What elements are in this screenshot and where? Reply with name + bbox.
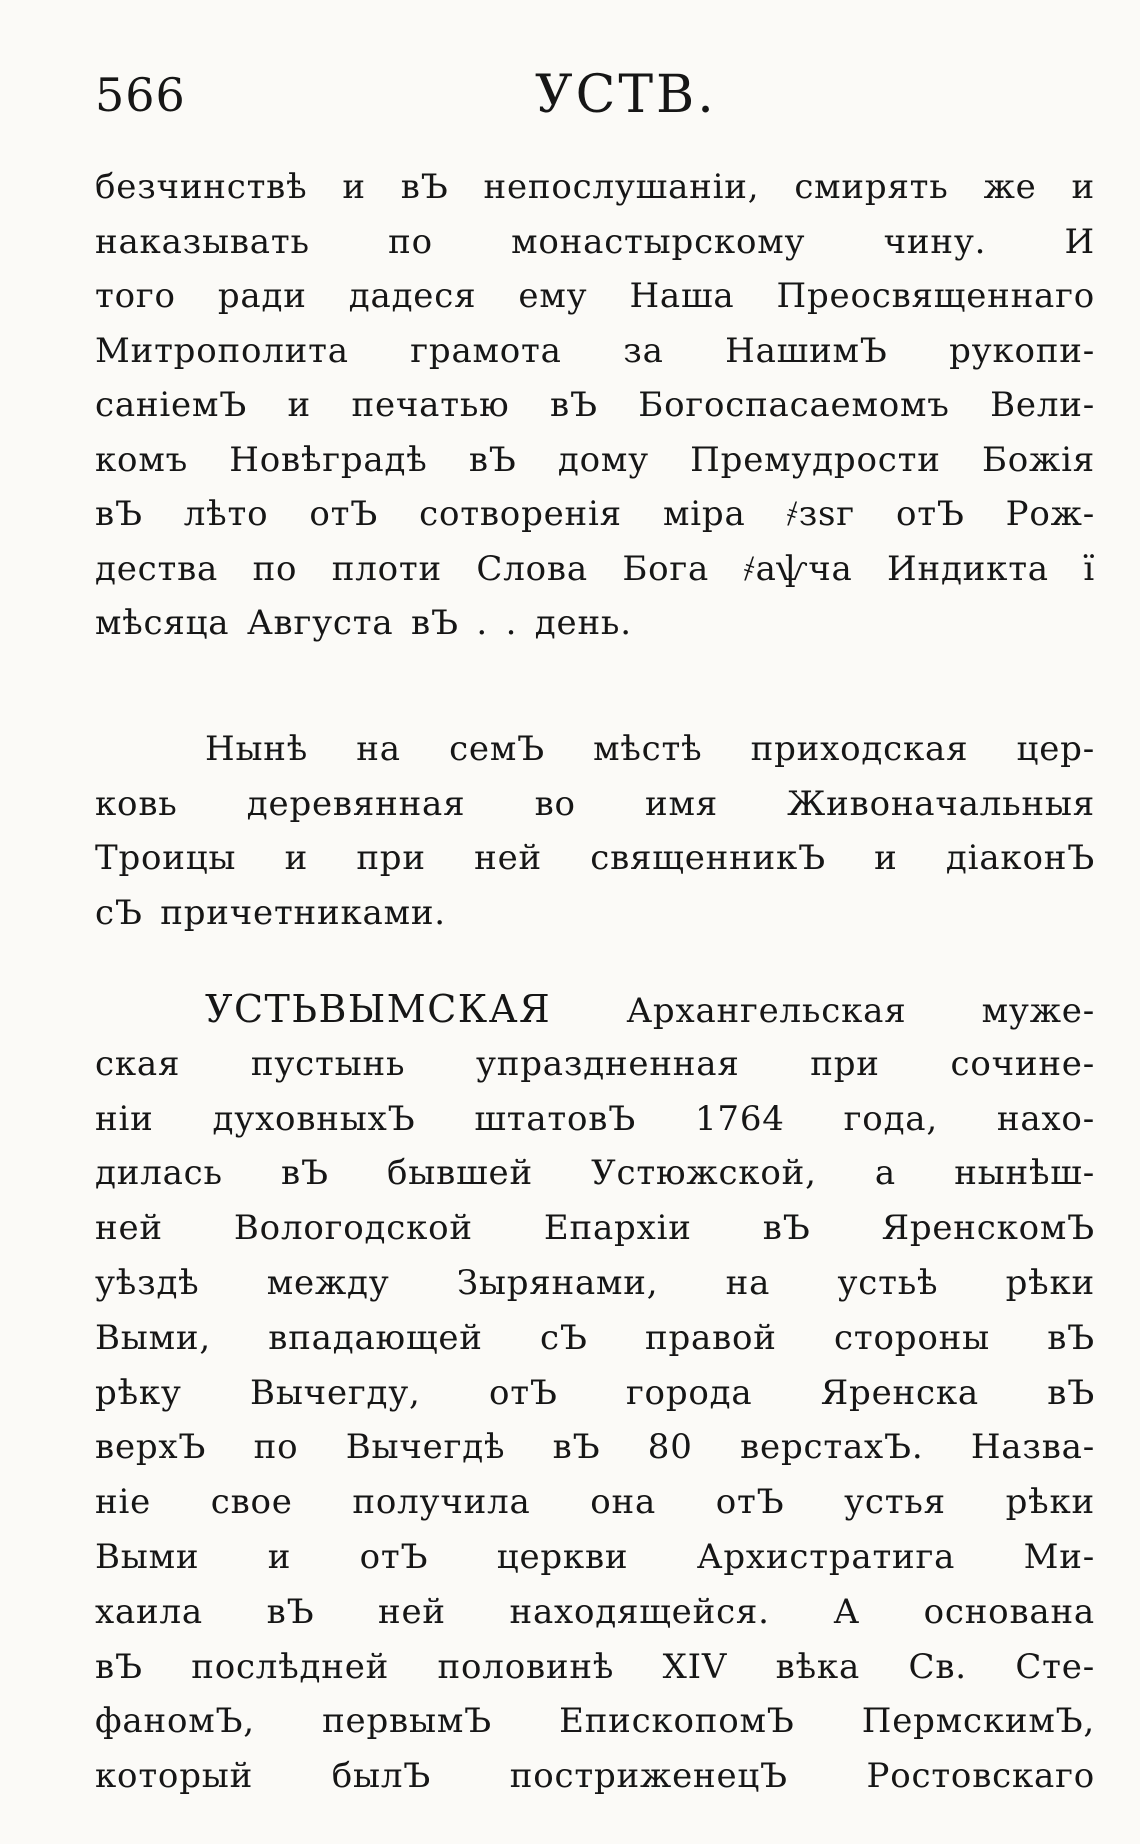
text-line: фаномЪ, первымЪ ЕпископомЪ ПермскимЪ, [95, 1701, 1095, 1742]
entry-first-line-rest: Архангельская муже- [626, 991, 1095, 1031]
text-line: вЪ послѣдней половинѣ XIV вѣка Св. Сте- [95, 1646, 1095, 1687]
page-header [95, 55, 1095, 135]
running-head: УСТВ. [535, 65, 717, 125]
text-line: мѣсяца Августа вЪ . . день. [95, 603, 632, 643]
text-line: безчинствѣ и вЪ непослушаніи, смирять же и [95, 167, 1095, 207]
text-line: ніи духовныхЪ штатовЪ 1764 года, нахо- [95, 1098, 1095, 1139]
text-line: вЪ лѣто отЪ сотворенія міра ҂зѕг отЪ Рож- [95, 494, 1095, 534]
text-line: рѣку Вычегду, отЪ города Яренска вЪ [95, 1372, 1095, 1413]
text-line: уѣздѣ между Зырянами, на устьѣ рѣки [95, 1262, 1095, 1303]
text-line: Выми, впадающей сЪ правой стороны вЪ [95, 1317, 1095, 1358]
text-line: ковь деревянная во имя Живоначальныя [95, 783, 1095, 824]
text-line: сЪ причетниками. [95, 892, 446, 933]
text-line: ская пустынь упраздненная при сочине- [95, 1043, 1095, 1084]
page-number: 566 [95, 68, 186, 122]
paragraph-3-entry [95, 982, 1095, 1804]
text-line: дества по плоти Слова Бога ҂аѱча Индикта ї [95, 548, 1095, 589]
text-line: верхЪ по Вычегдѣ вЪ 80 верстахЪ. Назва- [95, 1427, 1095, 1468]
text-line: Митрополита грамота за НашимЪ рукопи- [95, 330, 1095, 371]
text-line: дилась вЪ бывшей Устюжской, а нынѣш- [95, 1153, 1095, 1194]
text-line: Троицы и при ней священникЪ и діаконЪ [95, 838, 1095, 878]
entry-headword: УСТЬВЫМСКАЯ [205, 987, 552, 1031]
entry-first-line [95, 982, 1095, 1037]
text-line: комъ Новѣградѣ вЪ дому Премудрости Божія [95, 439, 1095, 480]
text-line: того ради дадеся ему Наша Преосвященнаго [95, 276, 1095, 316]
text-line: ніе свое получила она отЪ устья рѣки [95, 1482, 1095, 1523]
text-line: саніемЪ и печатью вЪ Богоспасаемомъ Вели- [95, 385, 1095, 425]
text-line: хаила вЪ ней находящейся. А основана [95, 1591, 1095, 1632]
text-line: наказывать по монастырскому чину. И [95, 221, 1095, 262]
text-line: который былЪ постриженецЪ Ростовскаго [95, 1756, 1095, 1797]
text-line: ней Вологодской Епархіи вЪ ЯренскомЪ [95, 1208, 1095, 1249]
paragraph-1 [95, 160, 1095, 651]
text-line: Нынѣ на семЪ мѣстѣ приходская цер- [205, 729, 1095, 769]
text-line: Выми и отЪ церкви Архистратига Ми- [95, 1536, 1095, 1577]
paragraph-2 [95, 722, 1095, 940]
